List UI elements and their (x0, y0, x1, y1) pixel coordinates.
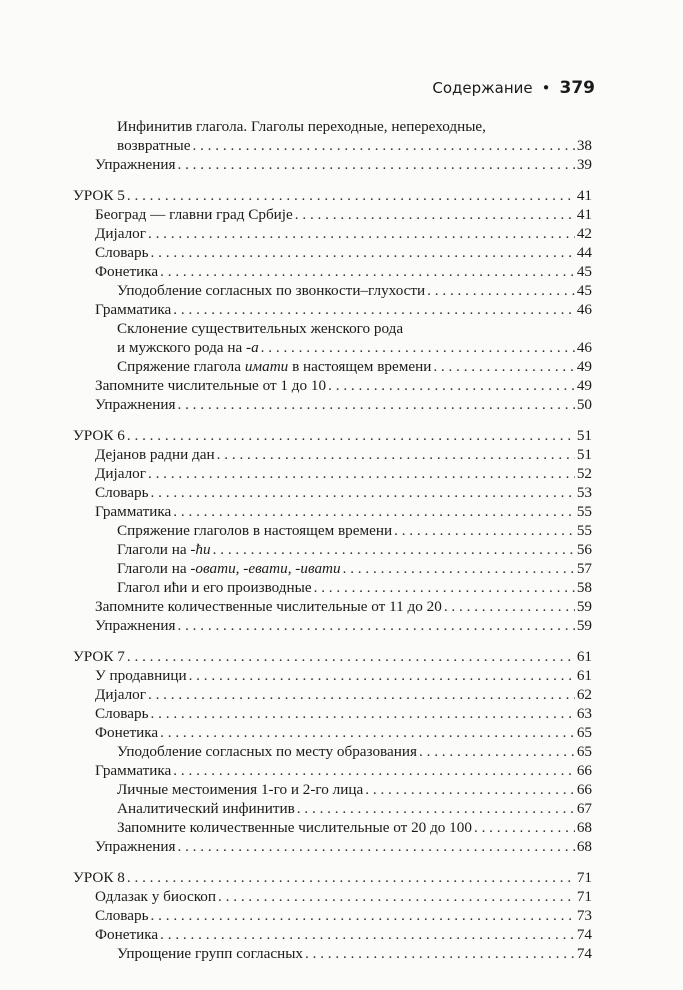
toc-page-number: 61 (576, 648, 592, 665)
toc-leader-dots (127, 868, 575, 887)
toc-page-number: 59 (576, 598, 592, 615)
toc-leader-dots (160, 723, 575, 742)
toc-entry[interactable] (73, 117, 592, 136)
toc-entry-title: Словарь (95, 907, 149, 924)
toc-page-number: 52 (576, 465, 592, 482)
toc-page-number: 45 (576, 282, 592, 299)
toc-entry-title: Запомните количественные числительные от 20 до 100 (117, 819, 472, 836)
toc-leader-dots (217, 445, 575, 464)
toc-leader-dots (474, 818, 575, 837)
toc-leader-dots (173, 761, 575, 780)
toc-entry-title: Фонетика (95, 263, 159, 280)
toc-leader-dots (173, 300, 575, 319)
toc-leader-dots (365, 780, 575, 799)
toc-entry[interactable] (73, 887, 592, 906)
toc-page-number: 55 (576, 522, 592, 539)
toc-entry[interactable] (73, 944, 592, 963)
toc-entry[interactable] (73, 319, 592, 338)
toc-page-number: 74 (576, 945, 592, 962)
toc-entry-title: УРОК 5 (73, 187, 125, 204)
toc-entry-title: Грамматика (95, 503, 172, 520)
toc-leader-dots (160, 262, 575, 281)
toc-page-number: 45 (576, 263, 592, 280)
toc-leader-dots (213, 540, 575, 559)
toc-entry-italic: -ћи (190, 541, 211, 558)
toc-entry[interactable] (73, 723, 592, 742)
toc-entry-title: Дијалог (95, 686, 146, 703)
toc-entry-title: Грамматика (95, 301, 172, 318)
toc-page-number: 59 (576, 617, 592, 634)
toc-entry-title: и мужского рода на -а (117, 339, 259, 356)
table-of-contents (73, 117, 592, 963)
toc-entry[interactable] (73, 136, 592, 155)
toc-leader-dots (177, 837, 574, 856)
toc-entry[interactable] (73, 483, 592, 502)
toc-entry-title: Упрощение групп согласных (117, 945, 304, 962)
toc-page-number: 62 (576, 686, 592, 703)
toc-entry-title: Уподобление согласных по звонкости–глухости (117, 282, 426, 299)
toc-leader-dots (192, 136, 574, 155)
toc-leader-dots (177, 616, 574, 635)
toc-entry-title: Упражнения (95, 617, 176, 634)
toc-page-number: 46 (576, 301, 592, 318)
toc-entry-title: УРОК 7 (73, 648, 125, 665)
toc-leader-dots (148, 464, 575, 483)
toc-leader-dots (127, 647, 575, 666)
toc-leader-dots (127, 186, 575, 205)
toc-leader-dots (297, 799, 575, 818)
header-title: Содержание (432, 79, 533, 97)
toc-leader-dots (427, 281, 575, 300)
toc-entry-title: УРОК 6 (73, 427, 125, 444)
toc-entry[interactable] (73, 521, 592, 540)
toc-page-number: 46 (576, 339, 592, 356)
toc-leader-dots (305, 944, 575, 963)
toc-page-number: 42 (576, 225, 592, 242)
toc-leader-dots (261, 338, 575, 357)
toc-entry-italic: -а (246, 339, 259, 356)
toc-entry[interactable] (73, 357, 592, 376)
toc-entry[interactable] (73, 540, 592, 559)
toc-entry-title: Упражнения (95, 838, 176, 855)
toc-entry-title: Глаголи на -ћи (117, 541, 211, 558)
toc-leader-dots (328, 376, 575, 395)
toc-entry-title: Личные местоимения 1-го и 2-го лица (117, 781, 364, 798)
toc-entry[interactable] (73, 205, 592, 224)
toc-entry-title: Београд — главни град Србије (95, 206, 293, 223)
toc-entry[interactable] (73, 799, 592, 818)
toc-leader-dots (343, 559, 575, 578)
toc-leader-dots (151, 704, 575, 723)
toc-page-number: 39 (576, 156, 592, 173)
toc-leader-dots (148, 685, 575, 704)
toc-entry[interactable] (73, 597, 592, 616)
toc-leader-dots (177, 395, 574, 414)
toc-leader-dots (314, 578, 575, 597)
toc-entry-title: УРОК 8 (73, 869, 125, 886)
toc-leader-dots (177, 155, 574, 174)
running-header (432, 78, 595, 98)
toc-entry[interactable] (73, 464, 592, 483)
toc-entry-title: Фонетика (95, 724, 159, 741)
toc-entry[interactable] (73, 502, 592, 521)
toc-lesson-heading[interactable] (73, 186, 592, 205)
toc-page-number: 57 (576, 560, 592, 577)
toc-entry[interactable] (73, 243, 592, 262)
toc-entry[interactable] (73, 338, 592, 357)
toc-page-number: 49 (576, 358, 592, 375)
section-gap (73, 174, 592, 186)
toc-page-number: 56 (576, 541, 592, 558)
toc-entry-title: Запомните количественные числительные от 11 до 20 (95, 598, 442, 615)
toc-page-number: 65 (576, 724, 592, 741)
toc-leader-dots (419, 742, 575, 761)
toc-lesson-heading[interactable] (73, 647, 592, 666)
toc-entry[interactable] (73, 906, 592, 925)
toc-leader-dots (394, 521, 575, 540)
section-gap (73, 856, 592, 868)
toc-leader-dots (151, 243, 575, 262)
toc-page-number: 67 (576, 800, 592, 817)
section-gap (73, 414, 592, 426)
toc-leader-dots (189, 666, 575, 685)
toc-entry[interactable] (73, 281, 592, 300)
toc-entry[interactable] (73, 837, 592, 856)
toc-entry-title: Одлазак у биоскоп (95, 888, 217, 905)
toc-entry-title: Дијалог (95, 225, 146, 242)
toc-entry-title: Инфинитив глагола. Глаголы переходные, непереходные, (117, 118, 486, 135)
toc-page-number: 51 (576, 446, 592, 463)
toc-entry-title: Склонение существительных женского рода (117, 320, 404, 337)
toc-page-number: 74 (576, 926, 592, 943)
toc-entry[interactable] (73, 578, 592, 597)
toc-entry[interactable] (73, 761, 592, 780)
toc-page-number: 49 (576, 377, 592, 394)
toc-page-number: 44 (576, 244, 592, 261)
toc-page-number: 65 (576, 743, 592, 760)
toc-entry[interactable] (73, 616, 592, 635)
toc-entry-title: Уподобление согласных по месту образования (117, 743, 417, 760)
toc-page-number: 55 (576, 503, 592, 520)
toc-entry-title: Грамматика (95, 762, 172, 779)
toc-page-number: 71 (576, 888, 592, 905)
toc-entry-title: Словарь (95, 484, 149, 501)
toc-page-number: 71 (576, 869, 592, 886)
toc-lesson-heading[interactable] (73, 426, 592, 445)
toc-leader-dots (173, 502, 575, 521)
toc-entry-title: У продавници (95, 667, 187, 684)
toc-entry[interactable] (73, 925, 592, 944)
toc-entry[interactable] (73, 300, 592, 319)
toc-entry-title: Аналитический инфинитив (117, 800, 295, 817)
toc-entry[interactable] (73, 155, 592, 174)
toc-entry[interactable] (73, 445, 592, 464)
toc-entry-title: Фонетика (95, 926, 159, 943)
toc-page-number: 38 (576, 137, 592, 154)
toc-lesson-heading[interactable] (73, 868, 592, 887)
toc-leader-dots (218, 887, 575, 906)
toc-leader-dots (444, 597, 575, 616)
toc-entry-italic: имати (244, 358, 289, 375)
toc-page-number: 73 (576, 907, 592, 924)
toc-leader-dots (148, 224, 575, 243)
toc-entry-title: Словарь (95, 244, 149, 261)
toc-page-number: 58 (576, 579, 592, 596)
toc-page-number: 53 (576, 484, 592, 501)
toc-leader-dots (151, 483, 575, 502)
toc-page-number: 63 (576, 705, 592, 722)
toc-entry[interactable] (73, 818, 592, 837)
toc-page-number: 68 (576, 819, 592, 836)
toc-entry-title: Глаголи на -овати, -евати, -ивати (117, 560, 341, 577)
toc-entry[interactable] (73, 559, 592, 578)
header-page-number: 379 (559, 78, 595, 98)
toc-page-number: 66 (576, 762, 592, 779)
toc-leader-dots (151, 906, 575, 925)
toc-entry[interactable] (73, 685, 592, 704)
toc-entry[interactable] (73, 376, 592, 395)
toc-entry[interactable] (73, 780, 592, 799)
toc-entry-italic: -овати, -евати, -ивати (190, 560, 341, 577)
toc-entry-title: Дијалог (95, 465, 146, 482)
toc-entry-title: Спряжение глаголов в настоящем времени (117, 522, 393, 539)
toc-entry[interactable] (73, 704, 592, 723)
toc-leader-dots (295, 205, 575, 224)
toc-leader-dots (127, 426, 575, 445)
toc-page-number: 61 (576, 667, 592, 684)
toc-page-number: 41 (576, 187, 592, 204)
toc-entry-title: Спряжение глагола имати в настоящем времени (117, 358, 432, 375)
toc-entry[interactable] (73, 666, 592, 685)
toc-entry-title: Словарь (95, 705, 149, 722)
toc-leader-dots (160, 925, 575, 944)
section-gap (73, 635, 592, 647)
toc-entry[interactable] (73, 742, 592, 761)
toc-entry-title: Дејанов радни дан (95, 446, 215, 463)
toc-entry[interactable] (73, 262, 592, 281)
header-bullet: • (541, 79, 551, 97)
toc-page-number: 50 (576, 396, 592, 413)
toc-page-number: 66 (576, 781, 592, 798)
toc-leader-dots (433, 357, 574, 376)
toc-entry-title: Глагол ићи и его производные (117, 579, 312, 596)
toc-entry-title: Запомните числительные от 1 до 10 (95, 377, 327, 394)
toc-entry[interactable] (73, 224, 592, 243)
toc-entry-title: Упражнения (95, 156, 176, 173)
toc-page-number: 51 (576, 427, 592, 444)
toc-entry-title: возвратные (117, 137, 191, 154)
toc-page-number: 41 (576, 206, 592, 223)
toc-entry[interactable] (73, 395, 592, 414)
toc-entry-title: Упражнения (95, 396, 176, 413)
toc-page-number: 68 (576, 838, 592, 855)
